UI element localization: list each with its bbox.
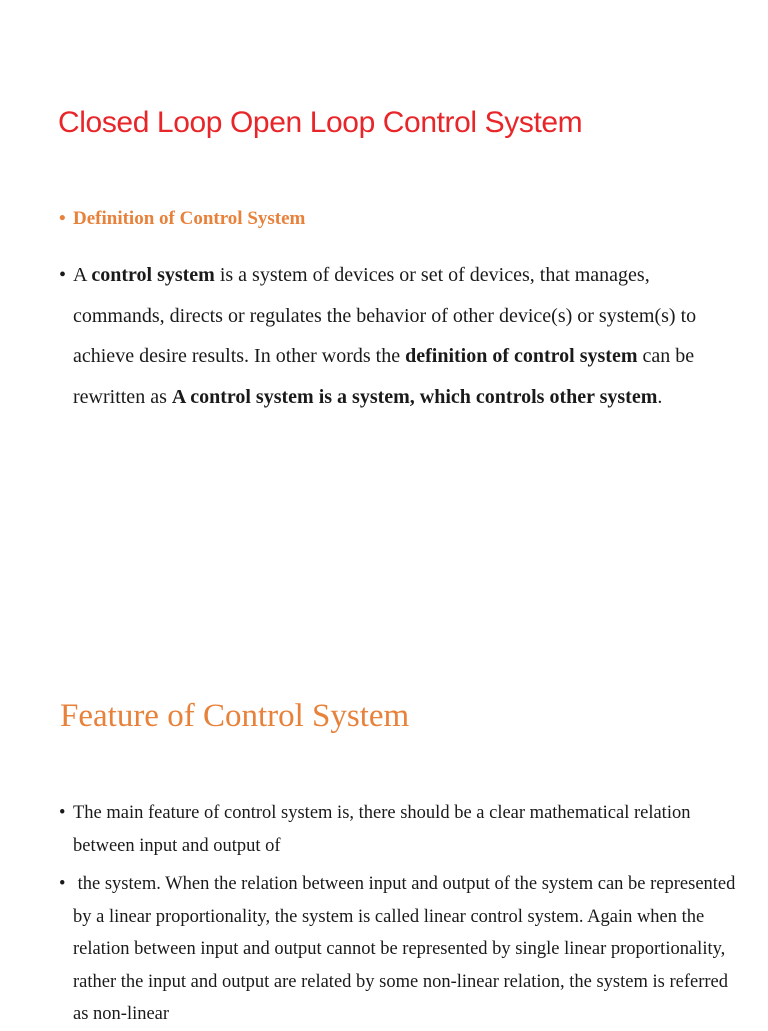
bullet-icon: • bbox=[59, 803, 66, 823]
definition-paragraph bbox=[59, 255, 733, 417]
slide-2-title: Feature of Control System bbox=[60, 698, 410, 734]
feature-bullet-1-text: The main feature of control system is, there should be a clear mathematical relation between input and output of bbox=[73, 803, 691, 856]
feature-bullet-2 bbox=[59, 868, 737, 1031]
bullet-icon: • bbox=[59, 874, 66, 894]
feature-bullet-2-text: the system. When the relation between input and output of the system can be represented by a linear proportionality, the system is called linear control system. Again when the relation between input and output cannot be represented by single linear proportionality, rather the input and output are related by some non-linear relation, the system is referred as non-linear bbox=[73, 874, 736, 1024]
definition-text-4: . bbox=[657, 385, 663, 408]
slide-2 bbox=[0, 512, 768, 1024]
sub-heading-text: Definition of Control System bbox=[73, 208, 306, 229]
feature-bullet-1 bbox=[59, 797, 737, 863]
bullet-icon: • bbox=[59, 208, 66, 229]
slide-1-title: Closed Loop Open Loop Control System bbox=[58, 106, 583, 139]
definition-bold-1: control system bbox=[91, 264, 215, 286]
slide-1 bbox=[0, 0, 768, 512]
definition-bold-3: A control system is a system, which controls other system bbox=[171, 385, 658, 408]
sub-heading-bullet bbox=[59, 208, 733, 230]
definition-text-1: A bbox=[73, 264, 92, 286]
bullet-icon: • bbox=[59, 264, 67, 286]
definition-text-2: is a system of devices or set of devices, that manages, commands, directs or regulates the behavior of other device(s) or system(s) to achieve desire results. In other words the bbox=[73, 264, 697, 367]
definition-text-3: can be rewritten as bbox=[73, 345, 695, 408]
definition-bold-2: definition of control system bbox=[405, 345, 638, 367]
